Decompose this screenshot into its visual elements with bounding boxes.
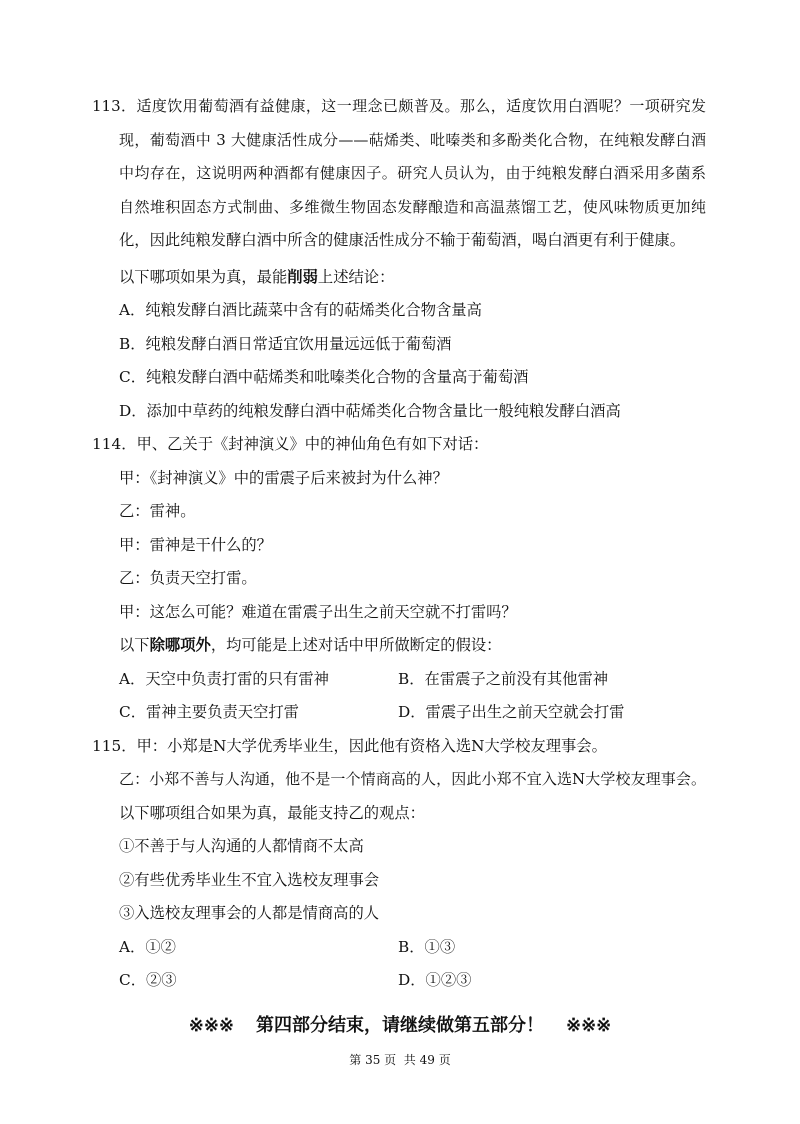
prompt-emphasis: 削弱 — [287, 267, 318, 286]
option-a: A．①② — [119, 937, 176, 956]
prompt-text: 上述结论： — [317, 267, 395, 286]
question-number: 114． — [92, 435, 137, 453]
reference-marks-right: ※※※ — [566, 1015, 612, 1036]
question-prompt — [119, 261, 706, 295]
premise-1: ①不善于与人沟通的人都情商不太高 — [119, 837, 364, 855]
reference-marks-left: ※※※ — [188, 1015, 234, 1036]
option-b: B．①③ — [398, 937, 456, 956]
question-number: 113． — [92, 97, 137, 115]
prompt-text: 以下 — [119, 636, 150, 654]
option-a: A．天空中负责打雷的只有雷神 — [119, 669, 329, 688]
question-114 — [92, 428, 706, 730]
question-115 — [92, 730, 706, 998]
option-d: D．雷震子出生之前天空就会打雷 — [398, 703, 625, 721]
dialogue-line: 乙：雷神。 — [119, 502, 196, 520]
prompt-text: 以下哪项如果为真，最能 — [119, 267, 288, 286]
option-row — [119, 964, 706, 998]
question-list — [92, 90, 706, 998]
statement-text: 甲：小郑是N大学优秀毕业生，因此他有资格入选N大学校友理事会。 — [136, 736, 607, 755]
question-prompt: 以下哪项组合如果为真，最能支持乙的观点： — [119, 803, 425, 822]
question-number: 115． — [92, 736, 137, 755]
question-stem-line — [92, 730, 706, 764]
question-stem-line: 化，因此纯粮发酵白酒中所含的健康活性成分不输于葡萄酒，喝白酒更有利于健康。 — [119, 231, 685, 249]
question-stem-text: 适度饮用葡萄酒有益健康，这一理念已颇普及。那么，适度饮用白酒呢？一项研究发 — [136, 97, 706, 115]
question-stem-text: 甲、乙关于《封神演义》中的神仙角色有如下对话： — [136, 435, 489, 453]
premise-2: ②有些优秀毕业生不宜入选校友理事会 — [119, 870, 380, 889]
option-d: D．添加中草药的纯粮发酵白酒中萜烯类化合物含量比一般纯粮发酵白酒高 — [119, 401, 621, 420]
question-stem-line: 现，葡萄酒中 3 大健康活性成分——萜烯类、吡嗪类和多酚类化合物，在纯粮发酵白酒 — [119, 130, 706, 149]
page-number: 第 35 页 共 49 页 — [349, 1053, 451, 1067]
option-row — [119, 931, 706, 965]
premise-3: ③入选校友理事会的人都是情商高的人 — [119, 904, 380, 922]
dialogue-line: 甲：雷神是干什么的？ — [119, 535, 272, 554]
option-c: C．②③ — [119, 971, 177, 989]
dialogue-line: 甲：这怎么可能？难道在雷震子出生之前天空就不打雷吗？ — [119, 602, 517, 621]
question-stem-line — [92, 428, 706, 462]
section-end-message: 第四部分结束，请继续做第五部分！ — [256, 1015, 544, 1036]
question-stem-line: 自然堆积固态方式制曲、多维微生物固态发酵酿造和高温蒸馏工艺，使风味物质更加纯 — [119, 197, 706, 216]
question-prompt — [119, 629, 706, 663]
prompt-text: ，均可能是上述对话中甲所做断定的假设： — [210, 636, 502, 654]
option-row — [119, 663, 706, 697]
statement-line: 乙：小郑不善与人沟通，他不是一个情商高的人，因此小郑不宜入选N大学校友理事会。 — [119, 770, 706, 788]
question-stem-line: 中均存在，这说明两种酒都有健康因子。研究人员认为，由于纯粮发酵白酒采用多菌系 — [119, 164, 706, 182]
question-stem-line — [92, 90, 706, 124]
question-113 — [92, 90, 706, 428]
dialogue-line: 乙：负责天空打雷。 — [119, 569, 257, 587]
option-b: B．纯粮发酵白酒日常适宜饮用量远远低于葡萄酒 — [119, 334, 452, 353]
section-end-banner — [0, 1012, 800, 1040]
option-c: C．雷神主要负责天空打雷 — [119, 703, 299, 721]
dialogue-line: 甲：《封神演义》中的雷震子后来被封为什么神？ — [119, 468, 448, 487]
option-a: A．纯粮发酵白酒比蔬菜中含有的萜烯类化合物含量高 — [119, 301, 482, 319]
option-c: C．纯粮发酵白酒中萜烯类和吡嗪类化合物的含量高于葡萄酒 — [119, 368, 529, 386]
option-b: B．在雷震子之前没有其他雷神 — [398, 669, 609, 688]
option-row — [119, 696, 706, 730]
option-d: D．①②③ — [398, 971, 472, 989]
prompt-emphasis: 除哪项外 — [149, 636, 211, 654]
